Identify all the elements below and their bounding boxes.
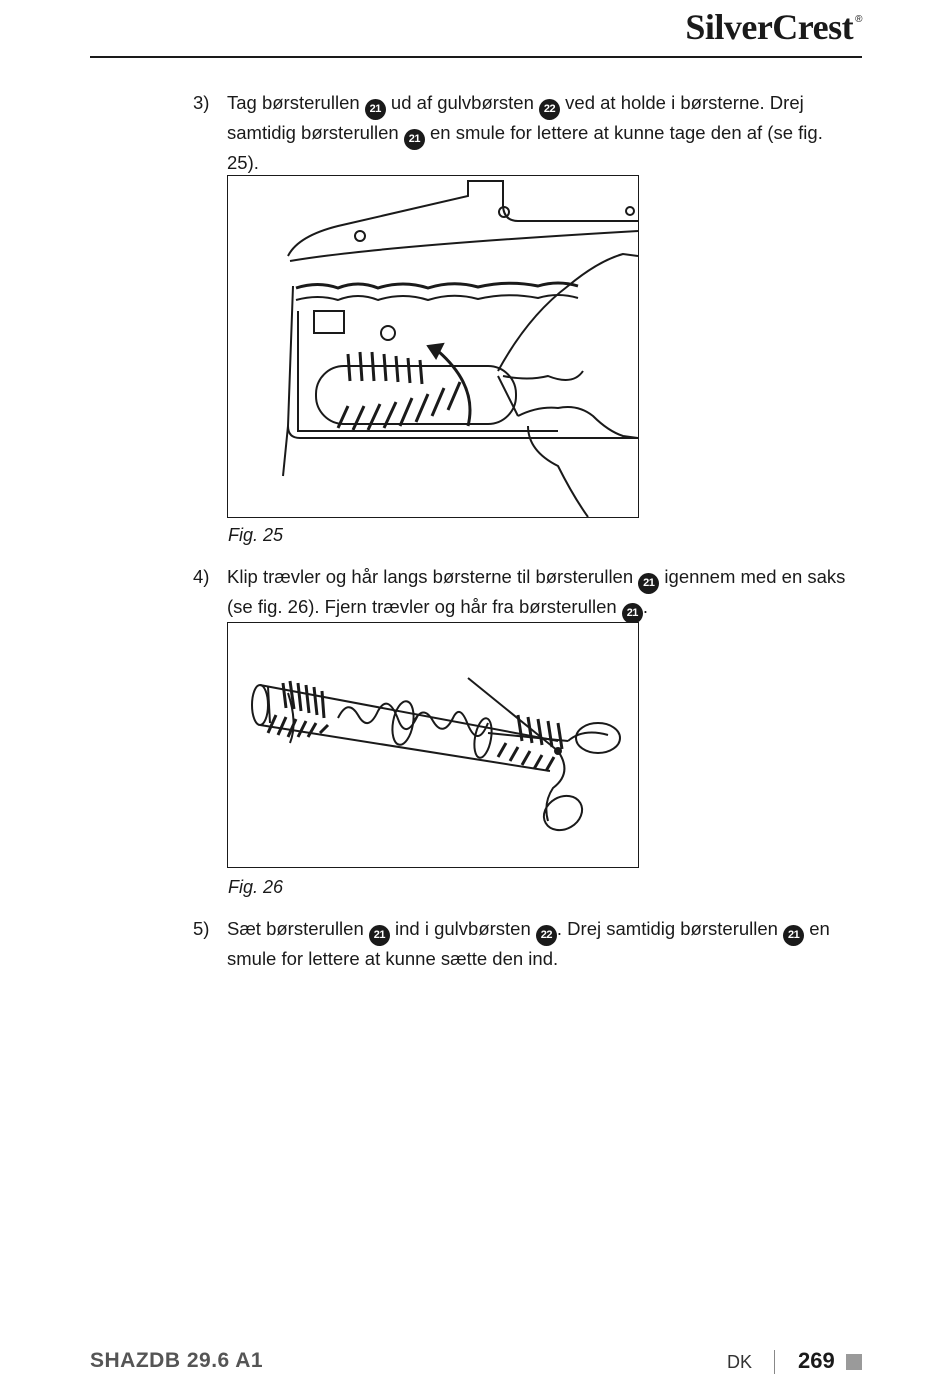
header-rule (90, 56, 862, 58)
step-3 (193, 90, 853, 177)
figure-25-illustration (227, 175, 639, 518)
step-text: Klip trævler og hår langs børsterne til børsterullen 21 igennem med en saks (se fig. 26). Fjern trævler og hår fra børsterullen 21 . (227, 564, 853, 624)
ref-number-badge: 22 (536, 925, 557, 946)
page-marker-square (846, 1354, 862, 1370)
footer-language: DK (727, 1352, 753, 1372)
ref-number-badge: 21 (638, 573, 659, 594)
registered-mark: ® (855, 14, 862, 25)
step-text: Tag børsterullen 21 ud af gulvbørsten 22 ved at holde i børsterne. Drej samtidig børsterullen 21 en smule for lettere at kunne tage den af (se fig. 25). (227, 92, 823, 173)
ref-number-badge: 21 (365, 99, 386, 120)
figure-26-caption: Fig. 26 (228, 877, 284, 897)
figure-26-illustration (227, 622, 639, 868)
step-number: 4) (193, 566, 210, 587)
footer-divider (774, 1350, 775, 1374)
step-number: 5) (193, 918, 210, 939)
ref-number-badge: 22 (539, 99, 560, 120)
step-number: 3) (193, 92, 210, 113)
step-text: Sæt børsterullen 21 ind i gulvbørsten 22 . Drej samtidig børsterullen 21 en smule for lettere at kunne sætte den ind. (227, 918, 830, 969)
ref-number-badge: 21 (404, 129, 425, 150)
step-5 (193, 916, 853, 973)
figure-25-caption: Fig. 25 (228, 525, 284, 545)
footer-model: SHAZDB 29.6 A1 (90, 1349, 264, 1372)
step-4 (193, 564, 853, 624)
brand-logo (685, 6, 862, 48)
page-number: 269 (798, 1348, 835, 1373)
ref-number-badge: 21 (622, 603, 643, 624)
brand-name: SilverCrest (685, 7, 854, 47)
ref-number-badge: 21 (783, 925, 804, 946)
ref-number-badge: 21 (369, 925, 390, 946)
